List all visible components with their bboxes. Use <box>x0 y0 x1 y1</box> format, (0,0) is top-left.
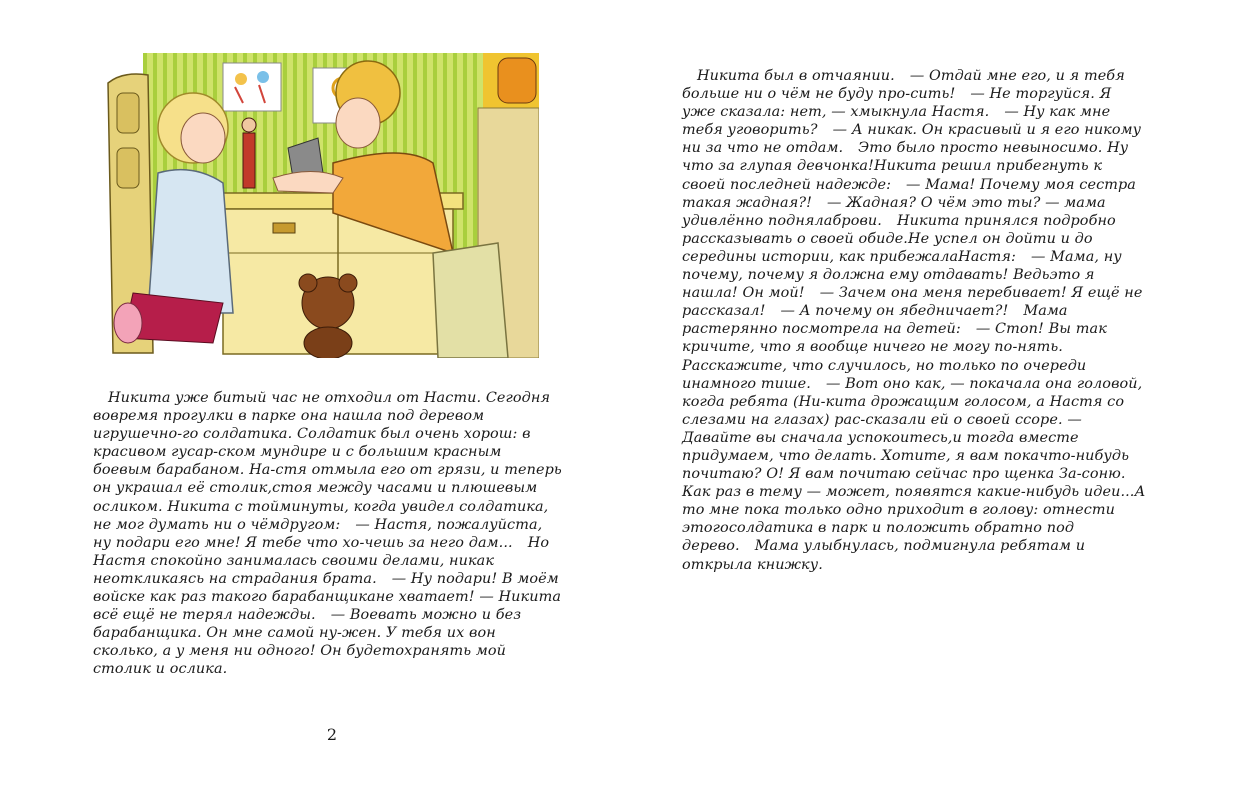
text-line: — Настя, пожалуйста, ну подари его мне! Я тебе что хо- <box>93 516 543 551</box>
text-line: Не успел он дойти и до середины истории, как прибежала <box>682 230 1093 265</box>
text-line: и тогда вместе придумаем, что делать. Хотите, я вам пока <box>682 429 1079 464</box>
text-line: другом: <box>280 516 341 533</box>
text-line: Никита уже битый час не отходил от Насти. Сегодня во <box>93 390 551 425</box>
text-line: что-нибудь почитаю? О! Я вам почитаю сейчас про щенка За- <box>682 447 1130 483</box>
text-line: А то мне пока только одно приходит в голову: отнести этого <box>682 484 1146 537</box>
text-line: брови. <box>832 212 882 229</box>
text-line: Мама растерянно посмотрела на детей: <box>682 303 1068 338</box>
text-line: — Не торгуйся. Я уже сказала: нет, — хмыкнула Настя. <box>682 86 1112 121</box>
text-line: Никита был в отчаянии. <box>697 68 895 84</box>
text-line: нять. Расскажите, что случилось, но только по очереди и <box>682 339 1087 392</box>
text-line: солдатика в парк и положить обратно под дерево. <box>682 520 1075 555</box>
text-line: го солдатика. Солдатик был очень хорош: в красивом гусар- <box>93 426 531 461</box>
text-line: Никита решил прибегнуть к своей последней надежде: <box>682 158 1103 193</box>
text-line: соню. Как раз в тему — может, появятся какие-нибудь идеи... <box>682 466 1135 501</box>
text-line: намного тише. <box>691 375 811 392</box>
text-line: Но Настя спокойно занималась своими делами, никак не <box>93 534 550 587</box>
text-line: стя отмыла его от грязи, и теперь он украшал её столик, <box>93 462 562 497</box>
text-line: Мама улыбнулась, подмигнула ребятам и открыла книжку. <box>682 538 1086 573</box>
text-line: сить! <box>910 86 956 103</box>
text-line: — А никак. Он красивый и я его никому ни за что не отдам. <box>682 122 1142 157</box>
text-line: сказали ей о своей ссоре. — Давайте вы сначала успокоитесь, <box>682 411 1082 446</box>
text-line: минуты, когда увидел солдатика, не мог думать ни о чём <box>93 498 549 533</box>
text-line: — Зачем она меня перебивает! Я ещё не рассказал! <box>682 285 1143 320</box>
page-number: 2 <box>326 725 338 744</box>
text-line: стоя между часами и плюшевым осликом. Никита с той <box>93 480 538 515</box>
text-line: Настя: <box>958 248 1016 265</box>
text-line: — А почему он ябедничает?! <box>780 303 1009 320</box>
text-line: — Жадная? О чём это ты? — мама удивлённо подняла <box>682 194 1106 229</box>
text-line: время прогулки в парке она нашла под деревом игрушечно- <box>93 408 485 443</box>
text-line: охранять мой столик и ослика. <box>93 643 507 678</box>
text-line: жен. У тебя их вон сколько, а у меня ни одного! Он будет <box>93 625 496 660</box>
text-line: ском мундире и с большим красным боевым барабаном. На- <box>93 444 502 479</box>
left-story-text <box>93 389 564 679</box>
text-line: — Мама, ну почему, почему я должна ему отдавать! Ведь <box>682 248 1122 284</box>
text-line: Никита принялся подробно рассказывать о своей обиде. <box>682 212 1116 247</box>
right-story-text <box>682 67 1148 574</box>
text-line: — Отдай мне его, и я тебя больше ни о чём не буду про- <box>682 68 1125 103</box>
text-line: — Воевать можно и без барабанщика. Он мне самой ну- <box>93 607 522 642</box>
text-line: чешь за него дам... <box>364 534 513 551</box>
text-line: не хватает! — Никита всё ещё не терял надежды. <box>93 589 562 624</box>
text-line: это я нашла! Он мой! <box>682 267 1095 302</box>
story-illustration <box>103 53 539 358</box>
text-line: Это было просто невыносимо. Ну что за глупая девчонка! <box>682 140 1129 175</box>
text-line: кита дрожащим голосом, а Настя со слезами на глазах) рас- <box>682 393 1125 428</box>
text-line: — Мама! Почему моя сестра такая жадная?! <box>682 176 1136 211</box>
text-line: — Вот оно как, — покачала она головой, когда ребята (Ни- <box>682 375 1143 410</box>
text-line: — Стоп! Вы так кричите, что я вообще ничего не могу по- <box>682 321 1107 356</box>
text-line: — Ну как мне тебя уговорить? <box>682 104 1111 139</box>
text-line: — Ну подари! В моём войске как раз такого барабанщика <box>93 570 559 606</box>
text-line: откликаясь на страдания брата. <box>111 570 377 587</box>
right-page <box>622 0 1244 800</box>
